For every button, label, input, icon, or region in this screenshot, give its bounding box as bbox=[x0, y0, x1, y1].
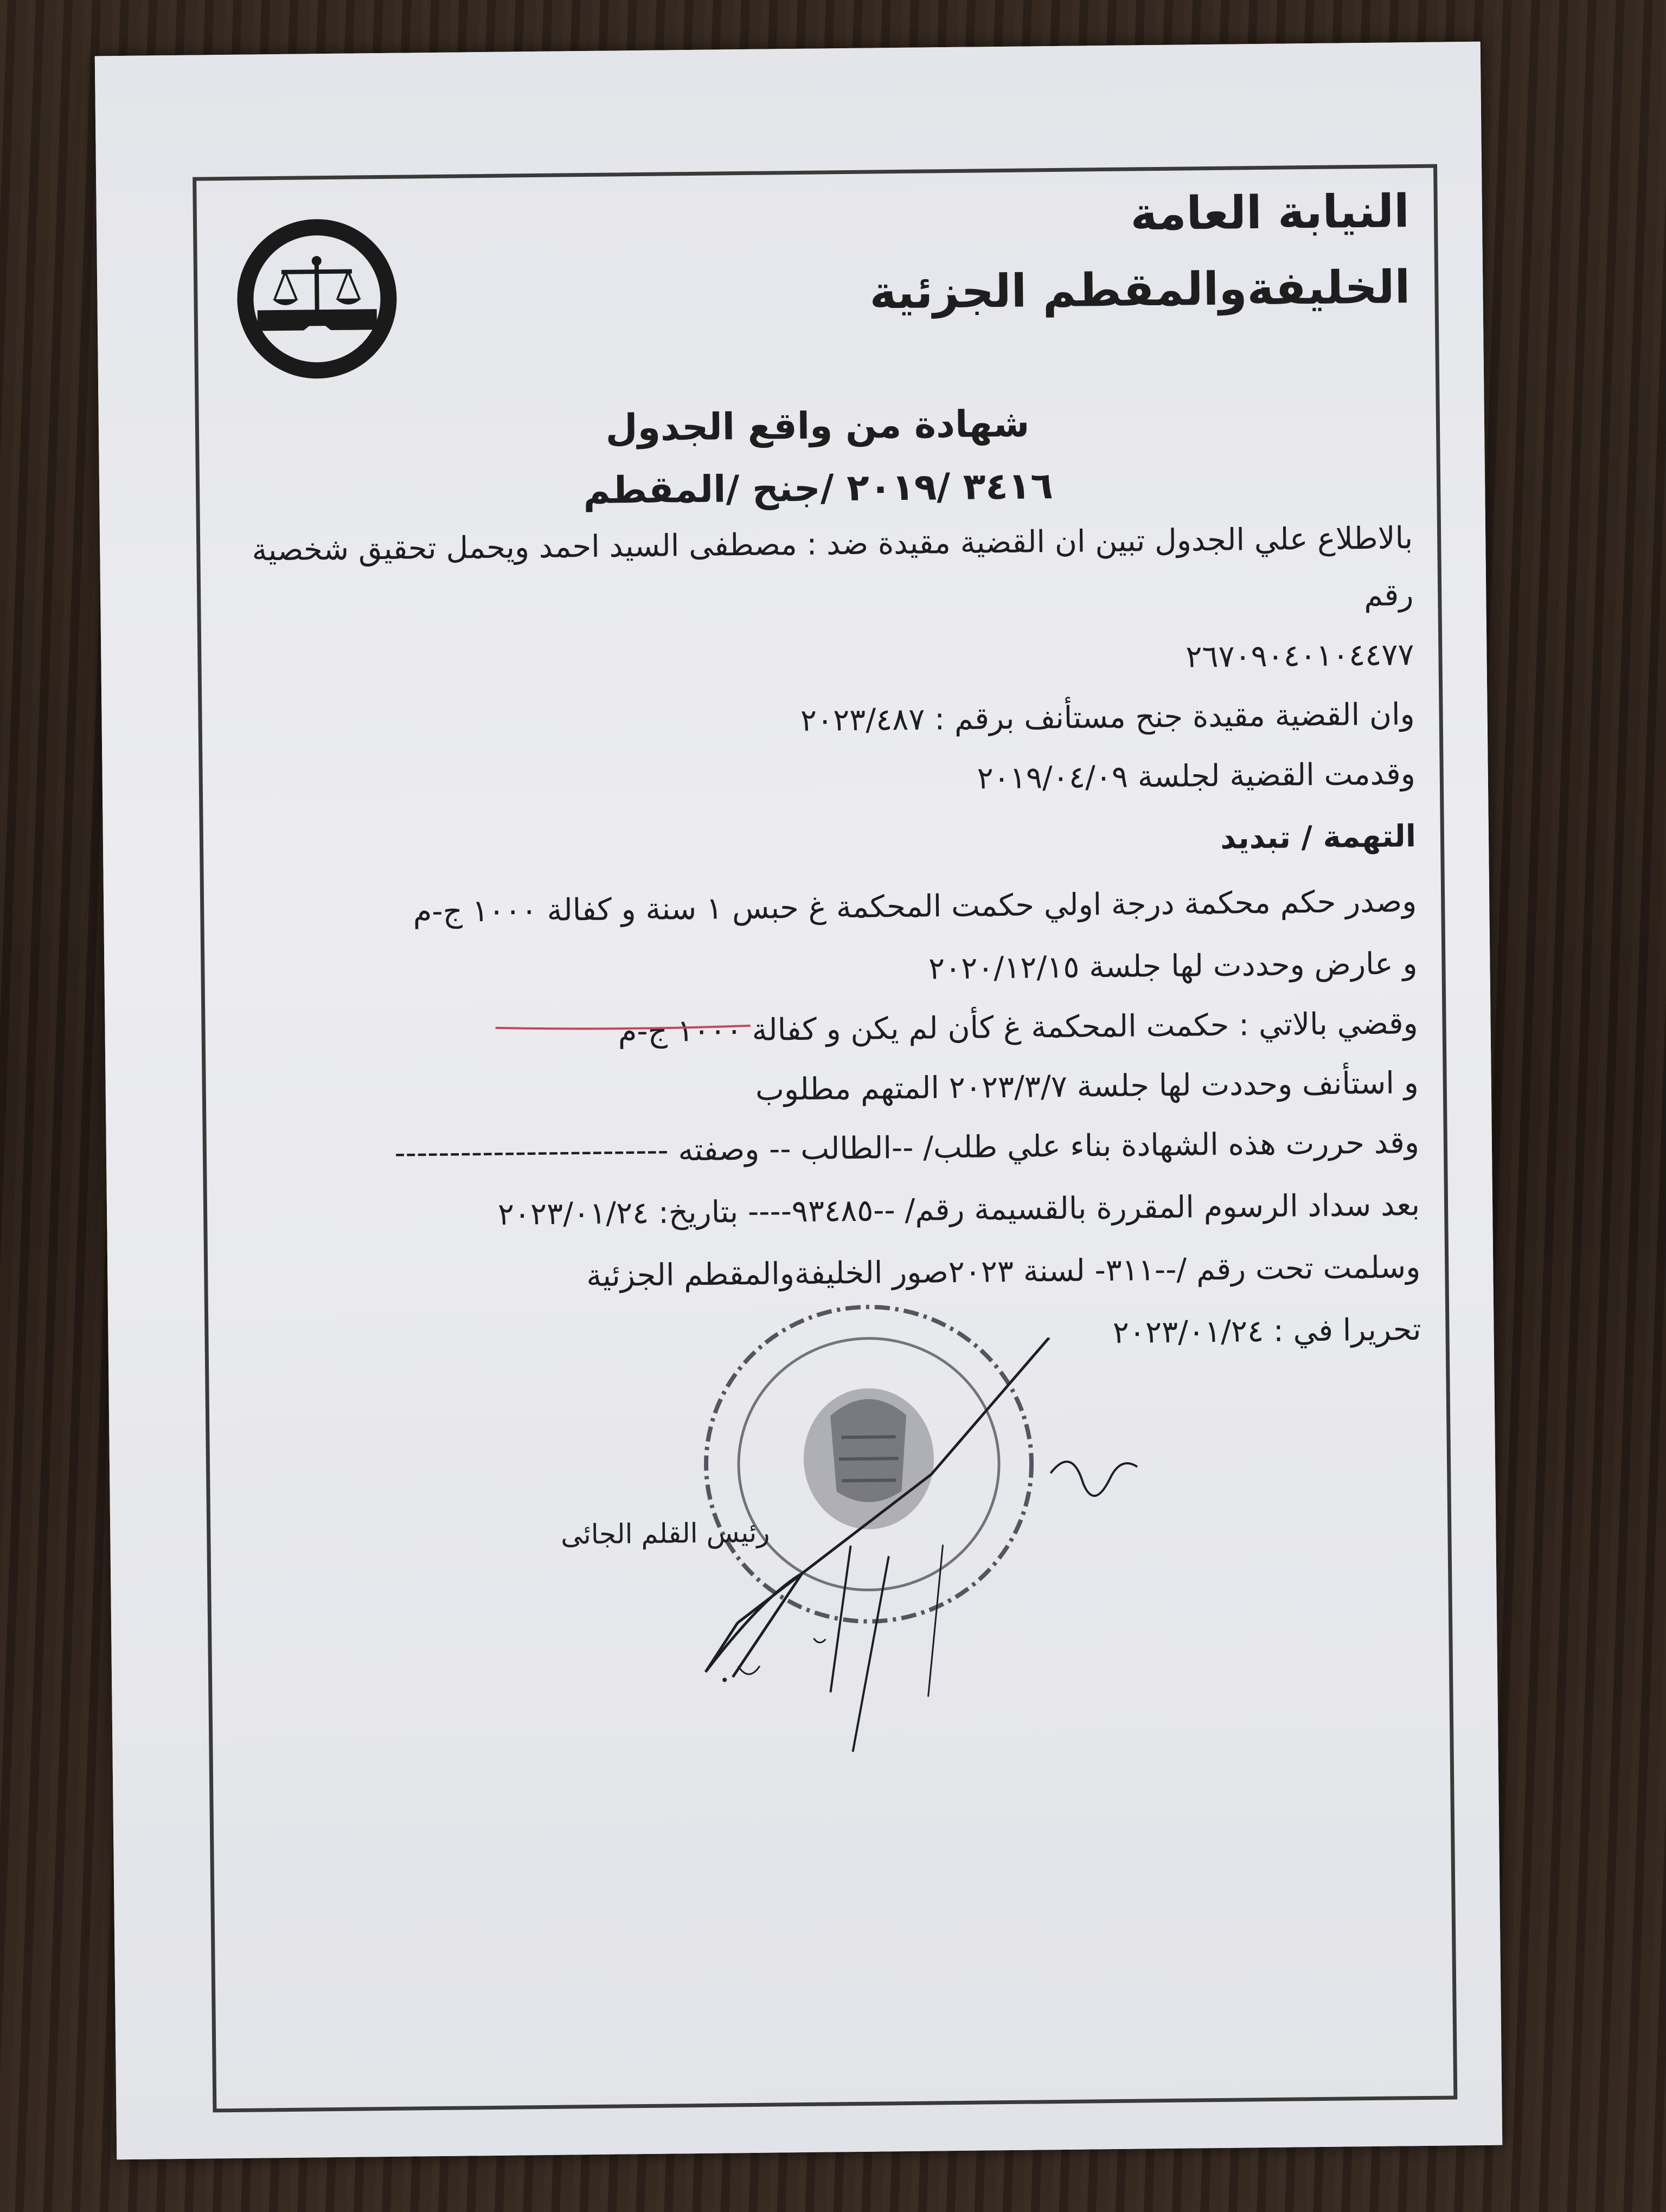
certificate-title: شهادة من واقع الجدول bbox=[605, 402, 1030, 450]
body-line-4: وان القضية مقيدة جنح مستأنف برقم : ٢٠٢٣/٤٨٧ bbox=[800, 697, 1415, 738]
body-line-13: وسلمت تحت رقم /--٣١١- لسنة ٢٠٢٣صور الخليفةوالمقطم الجزئية bbox=[586, 1250, 1421, 1294]
body-line-11: وقد حررت هذه الشهادة بناء علي طلب/ --الطالب -- وصفته ------------------------- bbox=[394, 1125, 1420, 1171]
charge-line: التهمة / تبديد bbox=[1220, 819, 1417, 856]
chief-clerk-label: رئيس القلم الجائى bbox=[560, 1516, 770, 1551]
scales-of-justice-logo bbox=[235, 217, 399, 381]
body-line-12: بعد سداد الرسوم المقررة بالقسيمة رقم/ --٩٣٤٨٥---- بتاريخ: ٢٠٢٣/٠١/٢٤ bbox=[497, 1187, 1420, 1232]
id-number-line: ٢٦٧٠٩٠٤٠١٠٤٤٧٧ bbox=[1186, 637, 1414, 675]
case-number: ٣٤١٦ /٢٠١٩ /جنح /المقطم bbox=[583, 465, 1054, 513]
header-authority: النيابة العامة bbox=[1130, 184, 1410, 241]
handwritten-signature bbox=[670, 1336, 1190, 1786]
body-line-1: بالاطلاع علي الجدول تبين ان القضية مقيدة ضد : مصطفى السيد احمد ويحمل تحقيق شخصية bbox=[252, 520, 1413, 568]
date-line: تحريرا في : ٢٠٢٣/٠١/٢٤ bbox=[1112, 1312, 1421, 1351]
header-court: الخليفةوالمقطم الجزئية bbox=[869, 260, 1411, 319]
body-line-7: وصدر حكم محكمة درجة اولي حكمت المحكمة غ حبس ١ سنة و كفالة ١٠٠٠ ج-م bbox=[413, 884, 1417, 930]
body-line-2: رقم bbox=[1363, 577, 1414, 614]
body-line-10: و استأنف وحددت لها جلسة ٢٠٢٣/٣/٧ المتهم مطلوب bbox=[755, 1065, 1419, 1108]
body-line-9: وقضي بالاتي : حكمت المحكمة غ كأن لم يكن و كفالة ١٠٠٠ ج-م bbox=[618, 1006, 1418, 1050]
document-frame bbox=[193, 164, 1457, 2113]
document-page bbox=[95, 42, 1502, 2160]
body-line-8: و عارض وحددت لها جلسة ٢٠٢٠/١٢/١٥ bbox=[928, 946, 1418, 987]
body-line-5: وقدمت القضية لجلسة ٢٠١٩/٠٤/٠٩ bbox=[977, 756, 1416, 796]
